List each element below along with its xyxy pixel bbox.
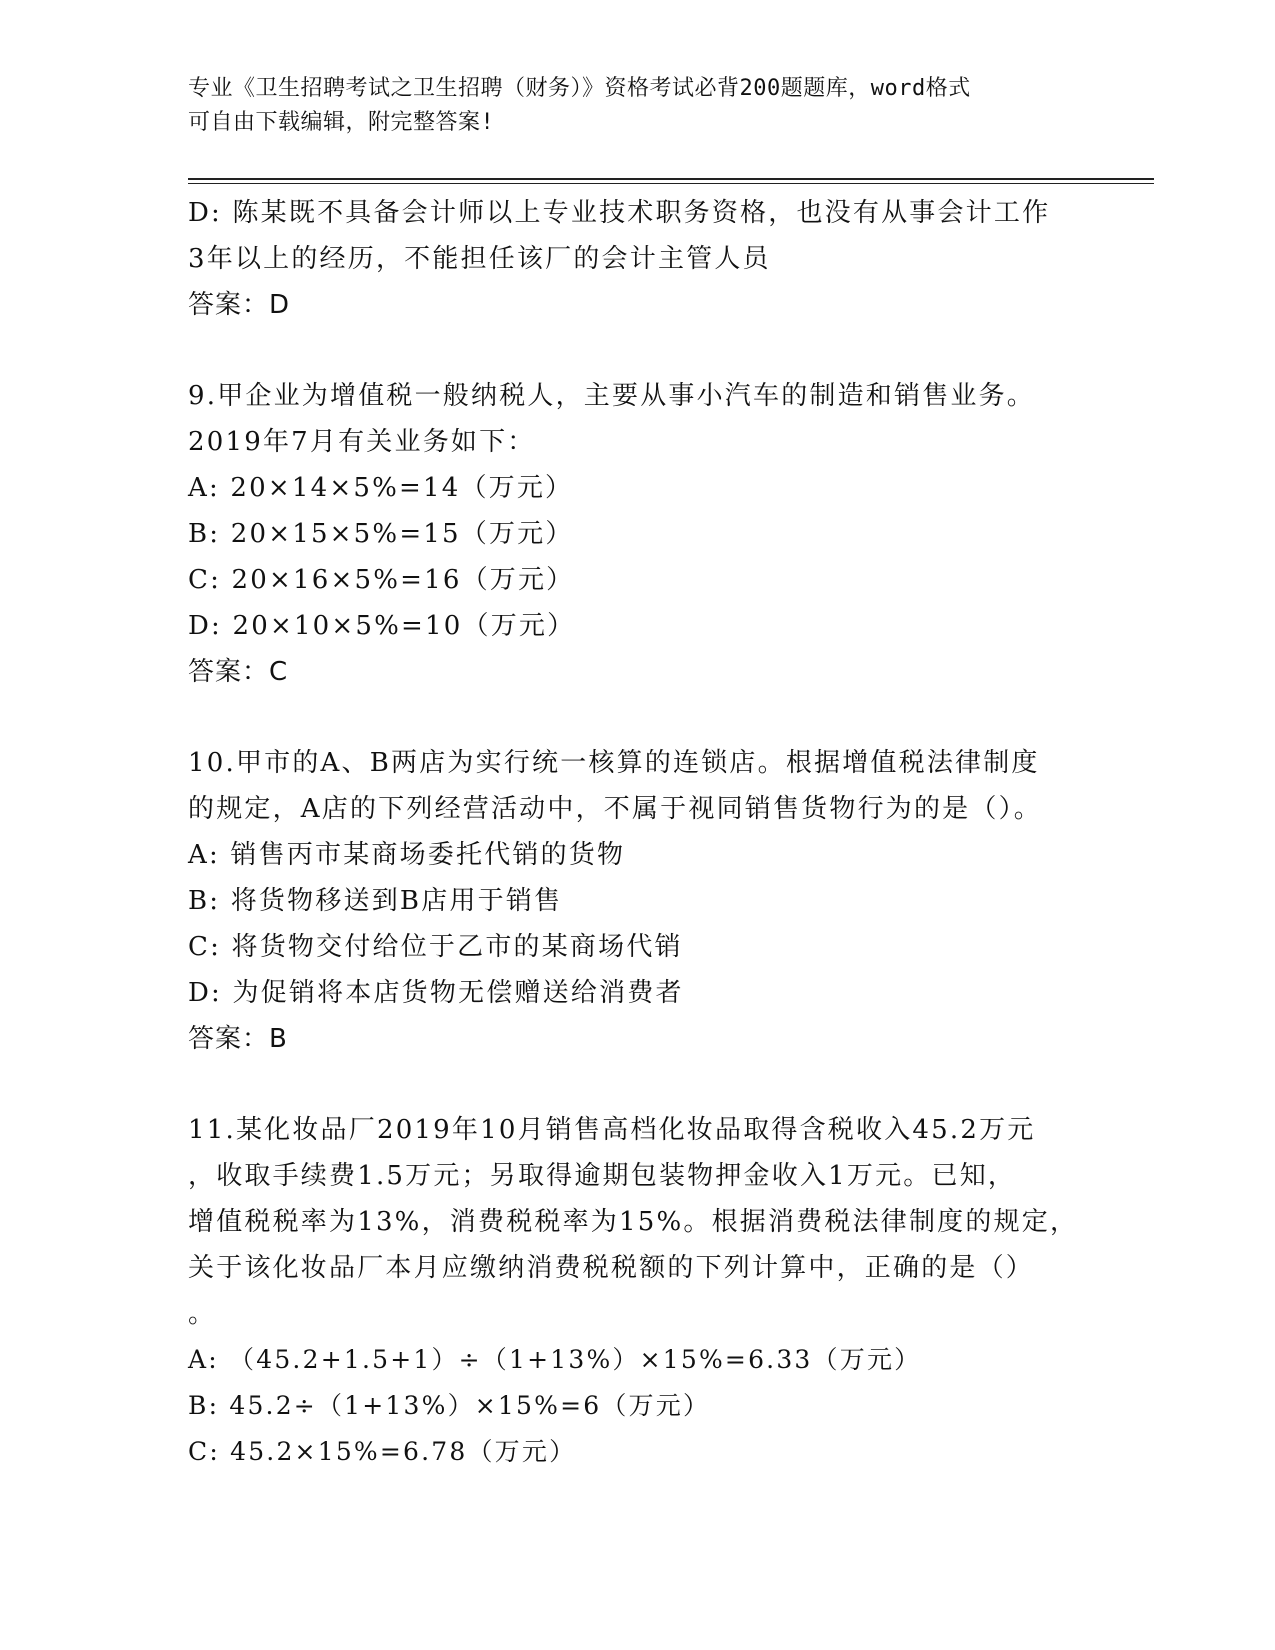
header-divider-thin [188,183,1154,184]
question-9-stem-cont: 2019年7月有关业务如下： [188,427,536,457]
question-9-option-a: A: 20×14×5%=14（万元） [188,473,574,503]
question-8-answer: 答案：D [188,290,291,320]
question-11-stem-cont-1: ，收取手续费1.5万元；另取得逾期包装物押金收入1万元。已知， [188,1161,1017,1191]
question-9-answer: 答案：C [188,657,289,687]
question-10-stem: 10.甲市的A、B两店为实行统一核算的连锁店。根据增值税法律制度 [188,748,1040,778]
question-10-option-b: B: 将货物移送到B店用于销售 [188,886,563,916]
question-8-option-d: D: 陈某既不具备会计师以上专业技术职务资格，也没有从事会计工作 [188,198,1051,228]
question-11-stem-cont-4: 。 [188,1299,217,1329]
question-10-option-a: A: 销售丙市某商场委托代销的货物 [188,840,626,870]
spacer [188,328,1138,373]
question-10-answer: 答案：B [188,1024,288,1054]
spacer [188,1062,1138,1107]
question-9-block [188,373,1138,695]
question-11-stem: 11.某化妆品厂2019年10月销售高档化妆品取得含税收入45.2万元 [188,1115,1036,1145]
question-11-block [188,1107,1138,1475]
question-11-option-b: B: 45.2÷（1+13%）×15%=6（万元） [188,1391,711,1420]
question-10-block [188,740,1138,1062]
document-header [188,72,1088,140]
header-title-line-2: 可自由下载编辑，附完整答案! [188,110,495,135]
question-11-stem-cont-2: 增值税税率为13%，消费税税率为15%。根据消费税法律制度的规定， [188,1207,1079,1237]
header-title-line-1: 专业《卫生招聘考试之卫生招聘（财务）》资格考试必背200题题库，word格式 [188,76,971,101]
question-11-stem-cont-3: 关于该化妆品厂本月应缴纳消费税税额的下列计算中，正确的是（） [188,1253,1035,1283]
question-11-option-a: A: （45.2+1.5+1）÷（1+13%）×15%=6.33（万元） [188,1345,922,1374]
question-9-option-c: C: 20×16×5%=16（万元） [188,565,575,595]
question-10-stem-cont: 的规定，A店的下列经营活动中，不属于视同销售货物行为的是（）。 [188,794,1042,824]
spacer [188,695,1138,740]
question-list [188,190,1138,1475]
header-divider-thick [188,178,1154,180]
question-9-stem: 9.甲企业为增值税一般纳税人，主要从事小汽车的制造和销售业务。 [188,381,1036,411]
question-11-option-c: C: 45.2×15%=6.78（万元） [188,1437,577,1466]
question-10-option-c: C: 将货物交付给位于乙市的某商场代销 [188,932,683,962]
question-8-block [188,190,1138,328]
question-8-option-d-cont: 3年以上的经历，不能担任该厂的会计主管人员 [188,244,771,274]
question-9-option-d: D: 20×10×5%=10（万元） [188,611,576,641]
question-10-option-d: D: 为促销将本店货物无偿赠送给消费者 [188,978,684,1008]
question-9-option-b: B: 20×15×5%=15（万元） [188,519,574,549]
